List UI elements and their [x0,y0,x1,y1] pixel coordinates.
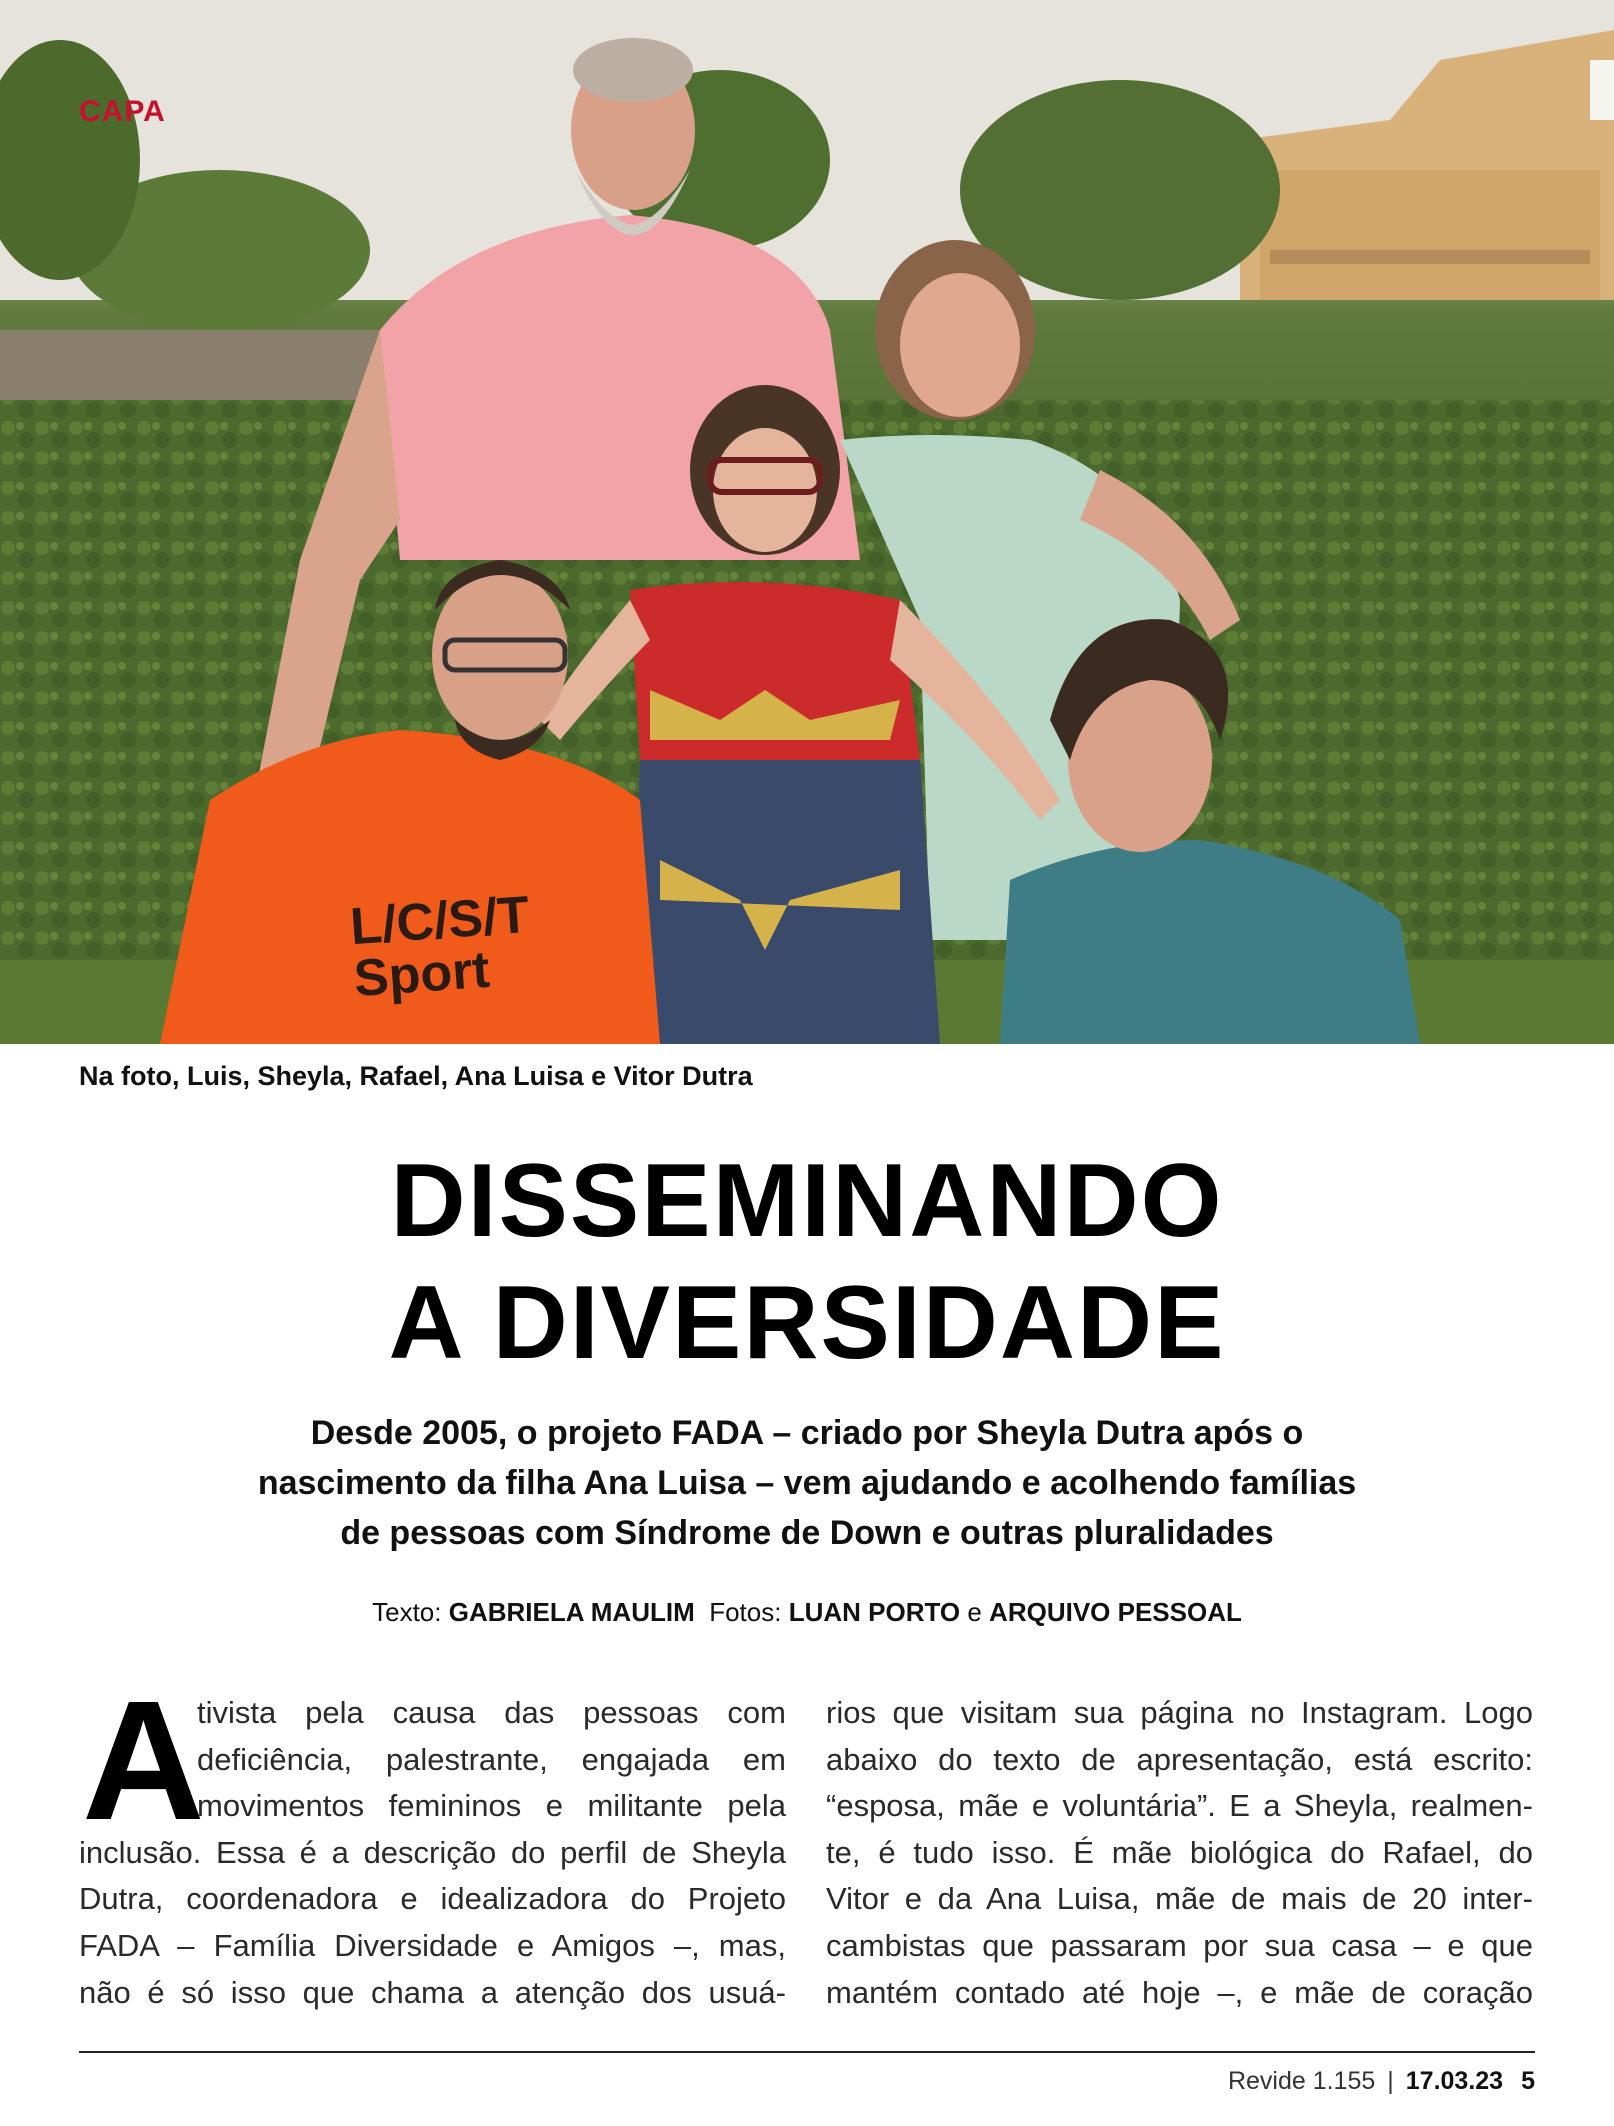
page-footer [1228,2067,1535,2096]
drop-cap: A [82,1666,205,1856]
body-line: Vitor e da Ana Luisa, mãe de mais de 20 inter- [826,1881,1533,1917]
photo-author-2: ARQUIVO PESSOAL [989,1597,1242,1627]
body-column-left [79,1690,786,2016]
shirt-print-line2: Sport [352,940,492,1009]
text-author: GABRIELA MAULIM [448,1597,695,1627]
body-line: abaixo do texto de apresentação, está escrito: [826,1741,1533,1777]
issue-date: 17.03.23 [1405,2067,1504,2095]
footer-separator: | [1387,2067,1394,2095]
body-line: Dutra, coordenadora e idealizadora do Projeto [79,1881,786,1917]
photo-label: Fotos: [709,1597,782,1627]
body-line: movimentos femininos e militante pela [197,1788,786,1824]
photo-author-1: LUAN PORTO [788,1597,961,1627]
credits-conj: e [967,1597,982,1627]
body-line: deficiência, palestrante, engajada em [197,1741,786,1777]
deck-line-3: de pessoas com Síndrome de Down e outras pluralidades [340,1514,1274,1552]
page-number: 5 [1521,2067,1535,2095]
article-deck [160,1408,1454,1558]
body-line: cambistas que passaram por sua casa – e que [826,1927,1533,1963]
article-title [0,1140,1614,1384]
body-line: não é só isso que chama a atenção dos usuá- [79,1974,786,2010]
title-line-1: DISSEMINANDO [390,1143,1224,1259]
body-line: FADA – Família Diversidade e Amigos –, mas, [79,1927,786,1963]
body-line: tivista pela causa das pessoas com [197,1695,786,1730]
text-label: Texto: [372,1597,442,1627]
body-line: inclusão. Essa é a descrição do perfil de Sheyla [79,1834,786,1870]
body-line: “esposa, mãe e voluntária”. E a Sheyla, realmen- [826,1788,1533,1824]
deck-line-2: nascimento da filha Ana Luisa – vem ajudando e acolhendo famílias [257,1464,1357,1502]
article-credits [0,1597,1614,1628]
shirt-print-line1: L/C/S/T [348,885,532,957]
section-label: CAPA [79,95,166,128]
body-line: te, é tudo isso. É mãe biológica do Rafael, do [826,1834,1533,1870]
body-line: rios que visitam sua página no Instagram. Logo [826,1695,1533,1730]
body-column-right [826,1690,1533,2016]
shirt-print [348,885,535,1009]
body-line: mantém contado até hoje –, e mãe de coração [826,1974,1533,2010]
cover-photo [0,0,1614,1044]
footer-rule [79,2051,1535,2053]
deck-line-1: Desde 2005, o projeto FADA – criado por Sheyla Dutra após o [310,1414,1304,1452]
family-photo-illustration [0,0,1614,1044]
photo-caption: Na foto, Luis, Sheyla, Rafael, Ana Luisa e Vitor Dutra [79,1061,753,1091]
title-line-2: A DIVERSIDADE [388,1265,1226,1381]
magazine-issue: Revide 1.155 [1227,2067,1376,2095]
